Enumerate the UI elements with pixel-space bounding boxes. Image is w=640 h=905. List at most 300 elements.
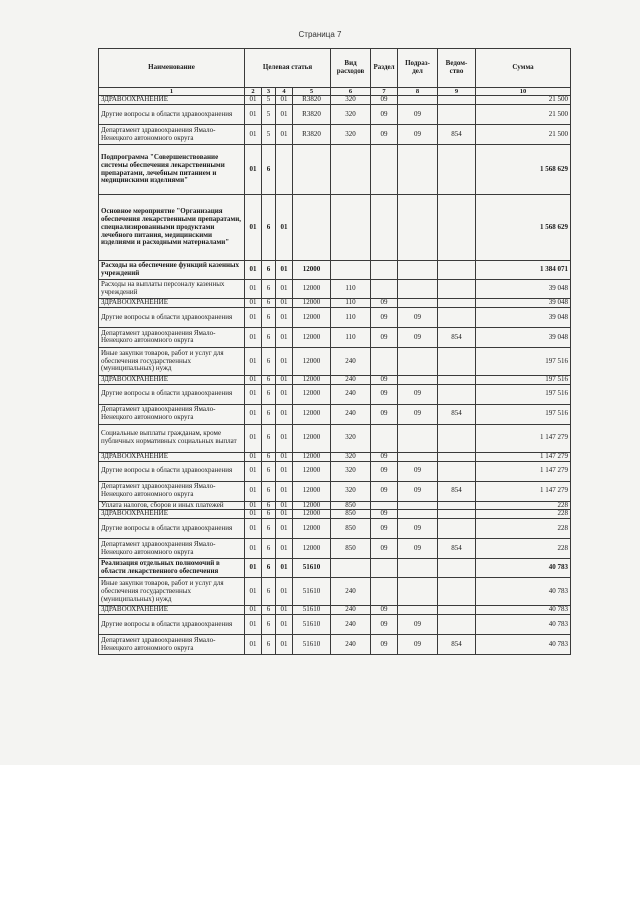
target-article-part2: 6: [262, 559, 276, 578]
target-article-part1: 01: [245, 424, 262, 452]
target-article-code: R3820: [293, 105, 331, 125]
target-article-part1: 01: [245, 519, 262, 539]
expense-type: 320: [331, 424, 371, 452]
expense-type: [331, 559, 371, 578]
target-article-part1: 01: [245, 606, 262, 615]
header-department: Ведом-ство: [438, 49, 476, 88]
row-name: Иные закупки товаров, работ и услуг для обеспечения государственных (муниципальных) нужд: [99, 578, 245, 606]
expense-type: 240: [331, 347, 371, 375]
section: 09: [371, 404, 398, 424]
sum: 228: [476, 539, 571, 559]
section: [371, 424, 398, 452]
department: [438, 510, 476, 519]
target-article-part3: 01: [276, 452, 293, 461]
header-section: Раздел: [371, 49, 398, 88]
target-article-part2: 6: [262, 280, 276, 299]
target-article-part1: 01: [245, 481, 262, 501]
sum: 39 048: [476, 307, 571, 327]
section: 09: [371, 105, 398, 125]
department: [438, 615, 476, 635]
sum: 40 783: [476, 606, 571, 615]
expense-type: 320: [331, 452, 371, 461]
table-row: [99, 519, 571, 539]
subsection: [398, 424, 438, 452]
sum: 1 147 279: [476, 424, 571, 452]
target-article-part3: 01: [276, 404, 293, 424]
target-article-part1: 01: [245, 384, 262, 404]
column-number: 1: [99, 88, 245, 96]
header-row: [99, 49, 571, 88]
target-article-part3: 01: [276, 125, 293, 145]
target-article-part3: 01: [276, 519, 293, 539]
target-article-part2: 6: [262, 615, 276, 635]
table-row: [99, 125, 571, 145]
subsection: [398, 452, 438, 461]
target-article-part1: 01: [245, 299, 262, 308]
subsection: [398, 299, 438, 308]
subsection: 09: [398, 404, 438, 424]
subsection: 09: [398, 519, 438, 539]
target-article-part3: 01: [276, 424, 293, 452]
target-article-code: 12000: [293, 280, 331, 299]
target-article-code: R3820: [293, 96, 331, 105]
sum: 197 516: [476, 384, 571, 404]
target-article-part3: 01: [276, 461, 293, 481]
expense-type: 240: [331, 384, 371, 404]
expense-type: 240: [331, 635, 371, 655]
target-article-part3: 01: [276, 606, 293, 615]
target-article-code: [293, 195, 331, 261]
table-row: [99, 347, 571, 375]
row-name: Департамент здравоохранения Ямало-Ненецкого автономного округа: [99, 481, 245, 501]
header-target-article: Целевая статья: [245, 49, 331, 88]
department: 854: [438, 539, 476, 559]
department: [438, 519, 476, 539]
section: 09: [371, 481, 398, 501]
target-article-part1: 01: [245, 578, 262, 606]
row-name: Подпрограмма "Совершенствование системы обеспечения лекарственными препаратами, лечебным питанием и медицинскими изделиями": [99, 145, 245, 195]
target-article-code: 51610: [293, 559, 331, 578]
subsection: [398, 280, 438, 299]
target-article-code: 12000: [293, 307, 331, 327]
department: [438, 384, 476, 404]
department: 854: [438, 125, 476, 145]
target-article-part3: 01: [276, 105, 293, 125]
target-article-part1: 01: [245, 461, 262, 481]
target-article-code: 12000: [293, 347, 331, 375]
sum: 40 783: [476, 559, 571, 578]
target-article-part2: 6: [262, 327, 276, 347]
subsection: [398, 375, 438, 384]
table-row: [99, 461, 571, 481]
section: 09: [371, 96, 398, 105]
target-article-part1: 01: [245, 375, 262, 384]
column-number: 2: [245, 88, 262, 96]
target-article-part2: 6: [262, 195, 276, 261]
target-article-part2: 6: [262, 261, 276, 280]
department: 854: [438, 481, 476, 501]
section: [371, 347, 398, 375]
row-name: ЗДРАВООХРАНЕНИЕ: [99, 606, 245, 615]
header-subsection: Подраз-дел: [398, 49, 438, 88]
sum: 39 048: [476, 280, 571, 299]
subsection: 09: [398, 481, 438, 501]
target-article-part3: 01: [276, 384, 293, 404]
subsection: [398, 96, 438, 105]
target-article-part3: 01: [276, 280, 293, 299]
target-article-part3: 01: [276, 261, 293, 280]
department: [438, 195, 476, 261]
expense-type: 320: [331, 125, 371, 145]
table-row: [99, 327, 571, 347]
row-name: Другие вопросы в области здравоохранения: [99, 307, 245, 327]
row-name: Департамент здравоохранения Ямало-Ненецкого автономного округа: [99, 125, 245, 145]
sum: 1 147 279: [476, 481, 571, 501]
department: [438, 501, 476, 510]
department: 854: [438, 404, 476, 424]
sum: 1 568 629: [476, 195, 571, 261]
department: [438, 280, 476, 299]
expense-type: 110: [331, 327, 371, 347]
target-article-part1: 01: [245, 280, 262, 299]
target-article-part1: 01: [245, 501, 262, 510]
subsection: [398, 501, 438, 510]
target-article-code: R3820: [293, 125, 331, 145]
expense-type: 240: [331, 615, 371, 635]
department: [438, 105, 476, 125]
column-number-row: [99, 88, 571, 96]
department: [438, 299, 476, 308]
target-article-part3: 01: [276, 615, 293, 635]
column-number: 7: [371, 88, 398, 96]
target-article-part3: 01: [276, 299, 293, 308]
target-article-part2: 6: [262, 635, 276, 655]
sum: 40 783: [476, 615, 571, 635]
table-row: [99, 452, 571, 461]
table-row: [99, 145, 571, 195]
row-name: Другие вопросы в области здравоохранения: [99, 384, 245, 404]
department: 854: [438, 635, 476, 655]
subsection: [398, 145, 438, 195]
column-number: 4: [276, 88, 293, 96]
sum: 197 516: [476, 347, 571, 375]
sum: 39 048: [476, 327, 571, 347]
row-name: Расходы на обеспечение функций казенных учреждений: [99, 261, 245, 280]
target-article-part3: [276, 145, 293, 195]
subsection: 09: [398, 615, 438, 635]
sum: 197 516: [476, 375, 571, 384]
department: [438, 559, 476, 578]
row-name: Департамент здравоохранения Ямало-Ненецкого автономного округа: [99, 327, 245, 347]
column-number: 6: [331, 88, 371, 96]
target-article-part1: 01: [245, 96, 262, 105]
expense-type: 320: [331, 105, 371, 125]
row-name: Другие вопросы в области здравоохранения: [99, 105, 245, 125]
row-name: ЗДРАВООХРАНЕНИЕ: [99, 96, 245, 105]
target-article-part2: 6: [262, 539, 276, 559]
sum: 21 500: [476, 105, 571, 125]
target-article-part3: 01: [276, 539, 293, 559]
subsection: [398, 578, 438, 606]
sum: 1 568 629: [476, 145, 571, 195]
target-article-part3: 01: [276, 510, 293, 519]
sum: 228: [476, 519, 571, 539]
target-article-code: 51610: [293, 606, 331, 615]
section: [371, 501, 398, 510]
department: [438, 375, 476, 384]
expense-type: 320: [331, 461, 371, 481]
section: [371, 261, 398, 280]
target-article-code: [293, 145, 331, 195]
target-article-code: 12000: [293, 375, 331, 384]
sum: 21 500: [476, 125, 571, 145]
target-article-part1: 01: [245, 125, 262, 145]
expense-type: 240: [331, 578, 371, 606]
row-name: Департамент здравоохранения Ямало-Ненецкого автономного округа: [99, 404, 245, 424]
expense-type: 110: [331, 299, 371, 308]
table-row: [99, 510, 571, 519]
subsection: 09: [398, 461, 438, 481]
target-article-part3: 01: [276, 559, 293, 578]
row-name: Департамент здравоохранения Ямало-Ненецкого автономного округа: [99, 635, 245, 655]
subsection: 09: [398, 307, 438, 327]
sum: 1 147 279: [476, 452, 571, 461]
row-name: ЗДРАВООХРАНЕНИЕ: [99, 299, 245, 308]
target-article-part2: 6: [262, 404, 276, 424]
expense-type: 850: [331, 519, 371, 539]
column-number: 3: [262, 88, 276, 96]
target-article-part1: 01: [245, 261, 262, 280]
department: [438, 145, 476, 195]
subsection: 09: [398, 327, 438, 347]
target-article-part2: 6: [262, 452, 276, 461]
target-article-code: 12000: [293, 452, 331, 461]
target-article-part1: 01: [245, 347, 262, 375]
table-row: [99, 299, 571, 308]
section: 09: [371, 327, 398, 347]
column-number: 5: [293, 88, 331, 96]
target-article-part1: 01: [245, 635, 262, 655]
target-article-part3: 01: [276, 307, 293, 327]
target-article-part2: 6: [262, 347, 276, 375]
target-article-part3: 01: [276, 347, 293, 375]
target-article-part1: 01: [245, 105, 262, 125]
target-article-part3: 01: [276, 481, 293, 501]
table-row: [99, 481, 571, 501]
target-article-part2: 6: [262, 424, 276, 452]
subsection: [398, 261, 438, 280]
table-row: [99, 375, 571, 384]
table-row: [99, 307, 571, 327]
target-article-part1: 01: [245, 307, 262, 327]
table-row: [99, 539, 571, 559]
target-article-code: 12000: [293, 539, 331, 559]
target-article-code: 12000: [293, 261, 331, 280]
table-row: [99, 578, 571, 606]
expense-type: 240: [331, 606, 371, 615]
section: [371, 195, 398, 261]
row-name: Другие вопросы в области здравоохранения: [99, 615, 245, 635]
target-article-part2: 5: [262, 125, 276, 145]
target-article-part2: 6: [262, 606, 276, 615]
section: 09: [371, 615, 398, 635]
section: [371, 145, 398, 195]
subsection: [398, 195, 438, 261]
section: 09: [371, 125, 398, 145]
target-article-part2: 5: [262, 96, 276, 105]
row-name: Другие вопросы в области здравоохранения: [99, 461, 245, 481]
table-row: [99, 501, 571, 510]
sum: 40 783: [476, 578, 571, 606]
sum: 228: [476, 501, 571, 510]
department: [438, 461, 476, 481]
row-name: ЗДРАВООХРАНЕНИЕ: [99, 452, 245, 461]
target-article-part2: 6: [262, 375, 276, 384]
target-article-code: 12000: [293, 501, 331, 510]
expense-type: 320: [331, 481, 371, 501]
row-name: ЗДРАВООХРАНЕНИЕ: [99, 375, 245, 384]
target-article-part2: 6: [262, 145, 276, 195]
section: 09: [371, 307, 398, 327]
page-number-label: Страница 7: [298, 30, 342, 39]
table-row: [99, 384, 571, 404]
target-article-code: 51610: [293, 615, 331, 635]
target-article-part3: 01: [276, 375, 293, 384]
section: 09: [371, 635, 398, 655]
target-article-part2: 6: [262, 299, 276, 308]
row-name: Реализация отдельных полномочий в области лекарственного обеспечения: [99, 559, 245, 578]
target-article-part2: 6: [262, 307, 276, 327]
row-name: Социальные выплаты гражданам, кроме публичных нормативных социальных выплат: [99, 424, 245, 452]
target-article-part2: 6: [262, 461, 276, 481]
target-article-part3: 01: [276, 327, 293, 347]
sum: 1 384 071: [476, 261, 571, 280]
sum: 39 048: [476, 299, 571, 308]
target-article-code: 51610: [293, 578, 331, 606]
expense-type: [331, 261, 371, 280]
expense-type: 240: [331, 404, 371, 424]
target-article-part1: 01: [245, 615, 262, 635]
target-article-part3: 01: [276, 578, 293, 606]
expense-type: [331, 195, 371, 261]
target-article-part1: 01: [245, 145, 262, 195]
row-name: Уплата налогов, сборов и иных платежей: [99, 501, 245, 510]
expense-type: 240: [331, 375, 371, 384]
row-name: Иные закупки товаров, работ и услуг для обеспечения государственных (муниципальных) нужд: [99, 347, 245, 375]
table-row: [99, 96, 571, 105]
section: 09: [371, 539, 398, 559]
sum: 197 516: [476, 404, 571, 424]
column-number: 10: [476, 88, 571, 96]
target-article-part3: 01: [276, 195, 293, 261]
section: 09: [371, 606, 398, 615]
section: 09: [371, 384, 398, 404]
subsection: 09: [398, 105, 438, 125]
department: [438, 261, 476, 280]
row-name: Департамент здравоохранения Ямало-Ненецкого автономного округа: [99, 539, 245, 559]
subsection: 09: [398, 539, 438, 559]
department: [438, 578, 476, 606]
target-article-code: 12000: [293, 404, 331, 424]
sum: 228: [476, 510, 571, 519]
subsection: 09: [398, 384, 438, 404]
subsection: [398, 347, 438, 375]
column-number: 8: [398, 88, 438, 96]
target-article-part1: 01: [245, 404, 262, 424]
subsection: [398, 510, 438, 519]
expense-type: 850: [331, 539, 371, 559]
department: [438, 424, 476, 452]
section: [371, 578, 398, 606]
row-name: ЗДРАВООХРАНЕНИЕ: [99, 510, 245, 519]
target-article-part2: 6: [262, 519, 276, 539]
expense-type: [331, 145, 371, 195]
target-article-code: 12000: [293, 461, 331, 481]
target-article-part2: 6: [262, 501, 276, 510]
section: 09: [371, 519, 398, 539]
header-name: Наименование: [99, 49, 245, 88]
target-article-part2: 6: [262, 510, 276, 519]
table-row: [99, 105, 571, 125]
target-article-part3: 01: [276, 501, 293, 510]
table-row: [99, 559, 571, 578]
column-number: 9: [438, 88, 476, 96]
section: 09: [371, 461, 398, 481]
table-row: [99, 404, 571, 424]
target-article-part2: 5: [262, 105, 276, 125]
department: [438, 347, 476, 375]
target-article-part2: 6: [262, 578, 276, 606]
expense-type: 110: [331, 307, 371, 327]
budget-table: [98, 48, 571, 655]
expense-type: 110: [331, 280, 371, 299]
row-name: Расходы на выплаты персоналу казенных учреждений: [99, 280, 245, 299]
section: 09: [371, 299, 398, 308]
target-article-part3: 01: [276, 635, 293, 655]
target-article-part1: 01: [245, 195, 262, 261]
target-article-part3: 01: [276, 96, 293, 105]
row-name: Основное мероприятие "Организация обеспечения лекарственными препаратами, специализированными продуктами лечебного питания, медицинскими изделиями и расходными материалами": [99, 195, 245, 261]
header-sum: Сумма: [476, 49, 571, 88]
table-row: [99, 261, 571, 280]
target-article-code: 12000: [293, 424, 331, 452]
section: 09: [371, 452, 398, 461]
section: 09: [371, 510, 398, 519]
table-row: [99, 424, 571, 452]
target-article-part1: 01: [245, 327, 262, 347]
table-row: [99, 280, 571, 299]
sum: 40 783: [476, 635, 571, 655]
subsection: [398, 606, 438, 615]
target-article-part1: 01: [245, 510, 262, 519]
section: [371, 280, 398, 299]
target-article-part1: 01: [245, 539, 262, 559]
section: [371, 559, 398, 578]
department: [438, 96, 476, 105]
header-expense-type: Вид расходов: [331, 49, 371, 88]
table-body: [99, 96, 571, 655]
sum: 21 500: [476, 96, 571, 105]
target-article-part1: 01: [245, 452, 262, 461]
table-row: [99, 195, 571, 261]
target-article-code: 12000: [293, 481, 331, 501]
target-article-code: 12000: [293, 384, 331, 404]
target-article-code: 12000: [293, 510, 331, 519]
subsection: 09: [398, 635, 438, 655]
table-row: [99, 606, 571, 615]
sum: 1 147 279: [476, 461, 571, 481]
target-article-code: 51610: [293, 635, 331, 655]
